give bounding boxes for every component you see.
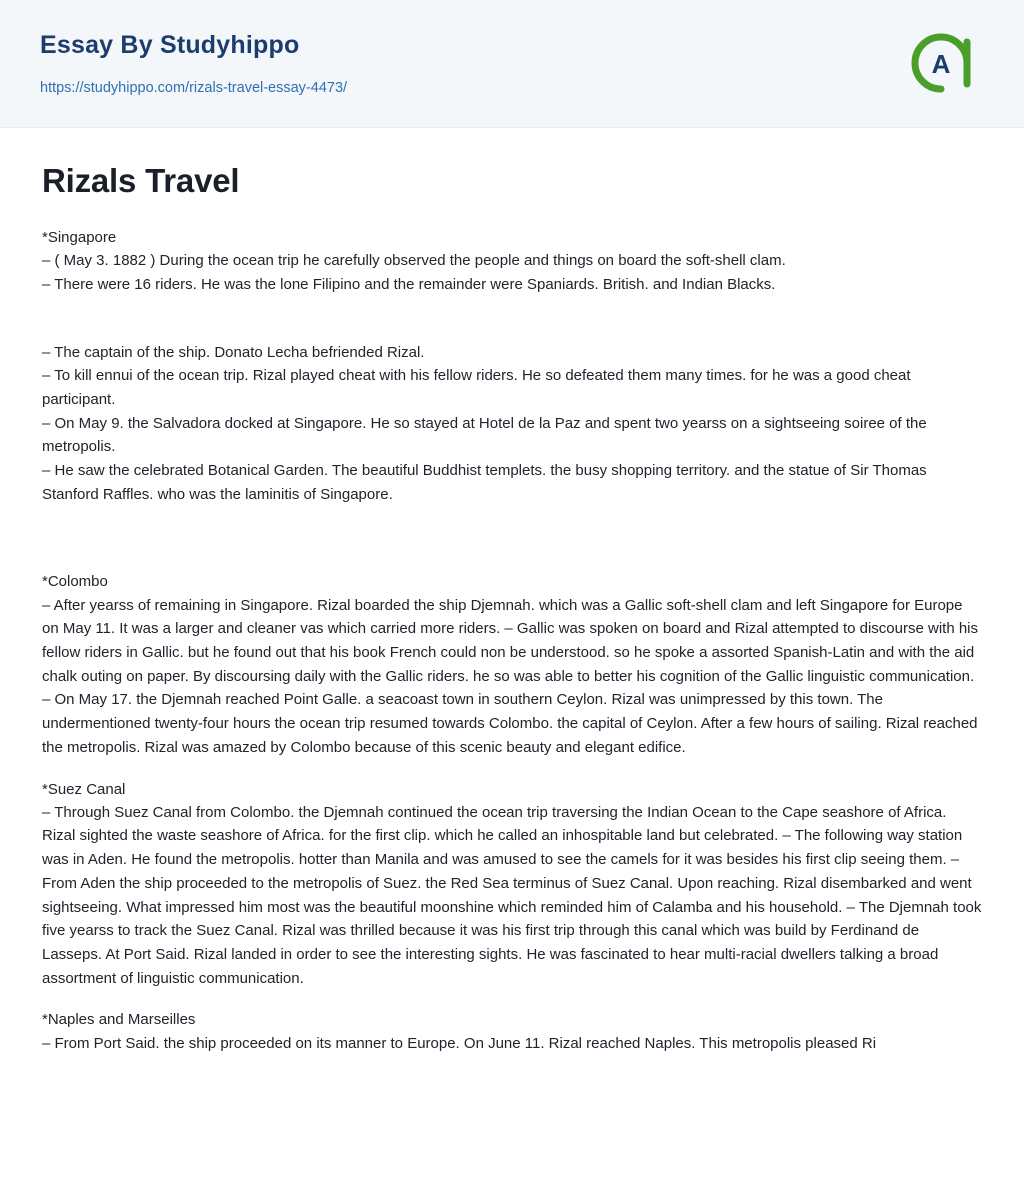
studyhippo-circle-logo-icon	[900, 22, 982, 104]
paragraph: – He saw the celebrated Botanical Garden. The beautiful Buddhist templets. the busy shopping territory. and the statue of Sir Thomas Stanford Raffles. who was the laminitis of Singapore.	[42, 462, 927, 503]
spacer	[42, 994, 982, 1008]
paragraph: – To kill ennui of the ocean trip. Rizal played cheat with his fellow riders. He so defeated them many times. for he was a good cheat participant.	[42, 367, 911, 408]
section-heading: *Suez Canal	[42, 780, 126, 798]
paragraph: – The captain of the ship. Donato Lecha befriended Rizal.	[42, 343, 425, 361]
section-naples-marseilles	[42, 1008, 982, 1055]
paragraph: – On May 9. the Salvadora docked at Singapore. He so stayed at Hotel de la Paz and spent two yearss on a sightseeing soiree of the metropolis.	[42, 414, 927, 456]
section-heading: *Colombo	[42, 573, 108, 591]
paragraph: – Through Suez Canal from Colombo. the Djemnah continued the ocean trip traversing the Indian Ocean to the Cape seashore of Africa. Rizal sighted the waste seashore of Africa. for the first clip. which he called an inhospitable land but celebrated. – The following way station was in Aden. He found the metropolis. hotter than Manila and was amused to see the camels for it was besides his first clip seeing them. – From Aden the ship proceeded to the metropolis of Suez. the Red Sea terminus of Suez Canal. Upon reaching. Rizal disembarked and went sightseeing. What impressed him most was the beautiful moonshine which reminded him of Calamba and his household. – The Djemnah took five yearss to track the Suez Canal. Rizal was thrilled because it was his first trip through this canal which was build by Ferdinand de Lasseps. At Port Said. Rizal landed in order to see the interesting sights. He was fascinated to hear multi-racial dwellers talking a broad assortment of linguistic communication.	[42, 803, 982, 987]
document-content	[0, 128, 1024, 1089]
svg-text:A: A	[931, 49, 951, 79]
source-url-link[interactable]: https://studyhippo.com/rizals-travel-essay-4473/	[40, 80, 348, 96]
paragraph: – There were 16 riders. He was the lone Filipino and the remainder were Spaniards. British. and Indian Blacks.	[42, 275, 776, 293]
spacer	[42, 297, 982, 341]
section-colombo	[42, 570, 982, 759]
spacer	[42, 510, 982, 570]
section-heading: *Naples and Marseilles	[42, 1011, 196, 1029]
site-brand: Essay By Studyhippo	[40, 31, 300, 59]
site-header	[0, 0, 1024, 128]
spacer	[42, 764, 982, 778]
section-suez-canal	[42, 778, 982, 991]
paragraph: – ( May 3. 1882 ) During the ocean trip he carefully observed the people and things on board the soft-shell clam.	[42, 252, 786, 270]
section-singapore	[42, 226, 982, 506]
paragraph: – From Port Said. the ship proceeded on its manner to Europe. On June 11. Rizal reached Naples. This metropolis pleased Ri	[42, 1034, 877, 1052]
paragraph: – After yearss of remaining in Singapore. Rizal boarded the ship Djemnah. which was a Gallic soft-shell clam and left Singapore for Europe on May 11. It was a larger and cleaner vas which carried more riders. – Gallic was spoken on board and Rizal attempted to discourse with his fellow riders in Gallic. but he found out that his book French could non be understood. so he spoke a assorted Spanish-Latin and with the aid chalk outing on paper. By discoursing daily with the Gallic riders. he so was able to better his cognition of the Gallic linguistic communication. – On May 17. the Djemnah reached Point Galle. a seacoast town in southern Ceylon. Rizal was unimpressed by this town. The undermentioned twenty-four hours the ocean trip resumed towards Colombo. the capital of Ceylon. After a few hours of sailing. Rizal reached the metropolis. Rizal was amazed by Colombo because of this scenic beauty and elegant edifice.	[42, 596, 979, 756]
page-title: Rizals Travel	[42, 162, 240, 199]
section-heading: *Singapore	[42, 229, 117, 246]
